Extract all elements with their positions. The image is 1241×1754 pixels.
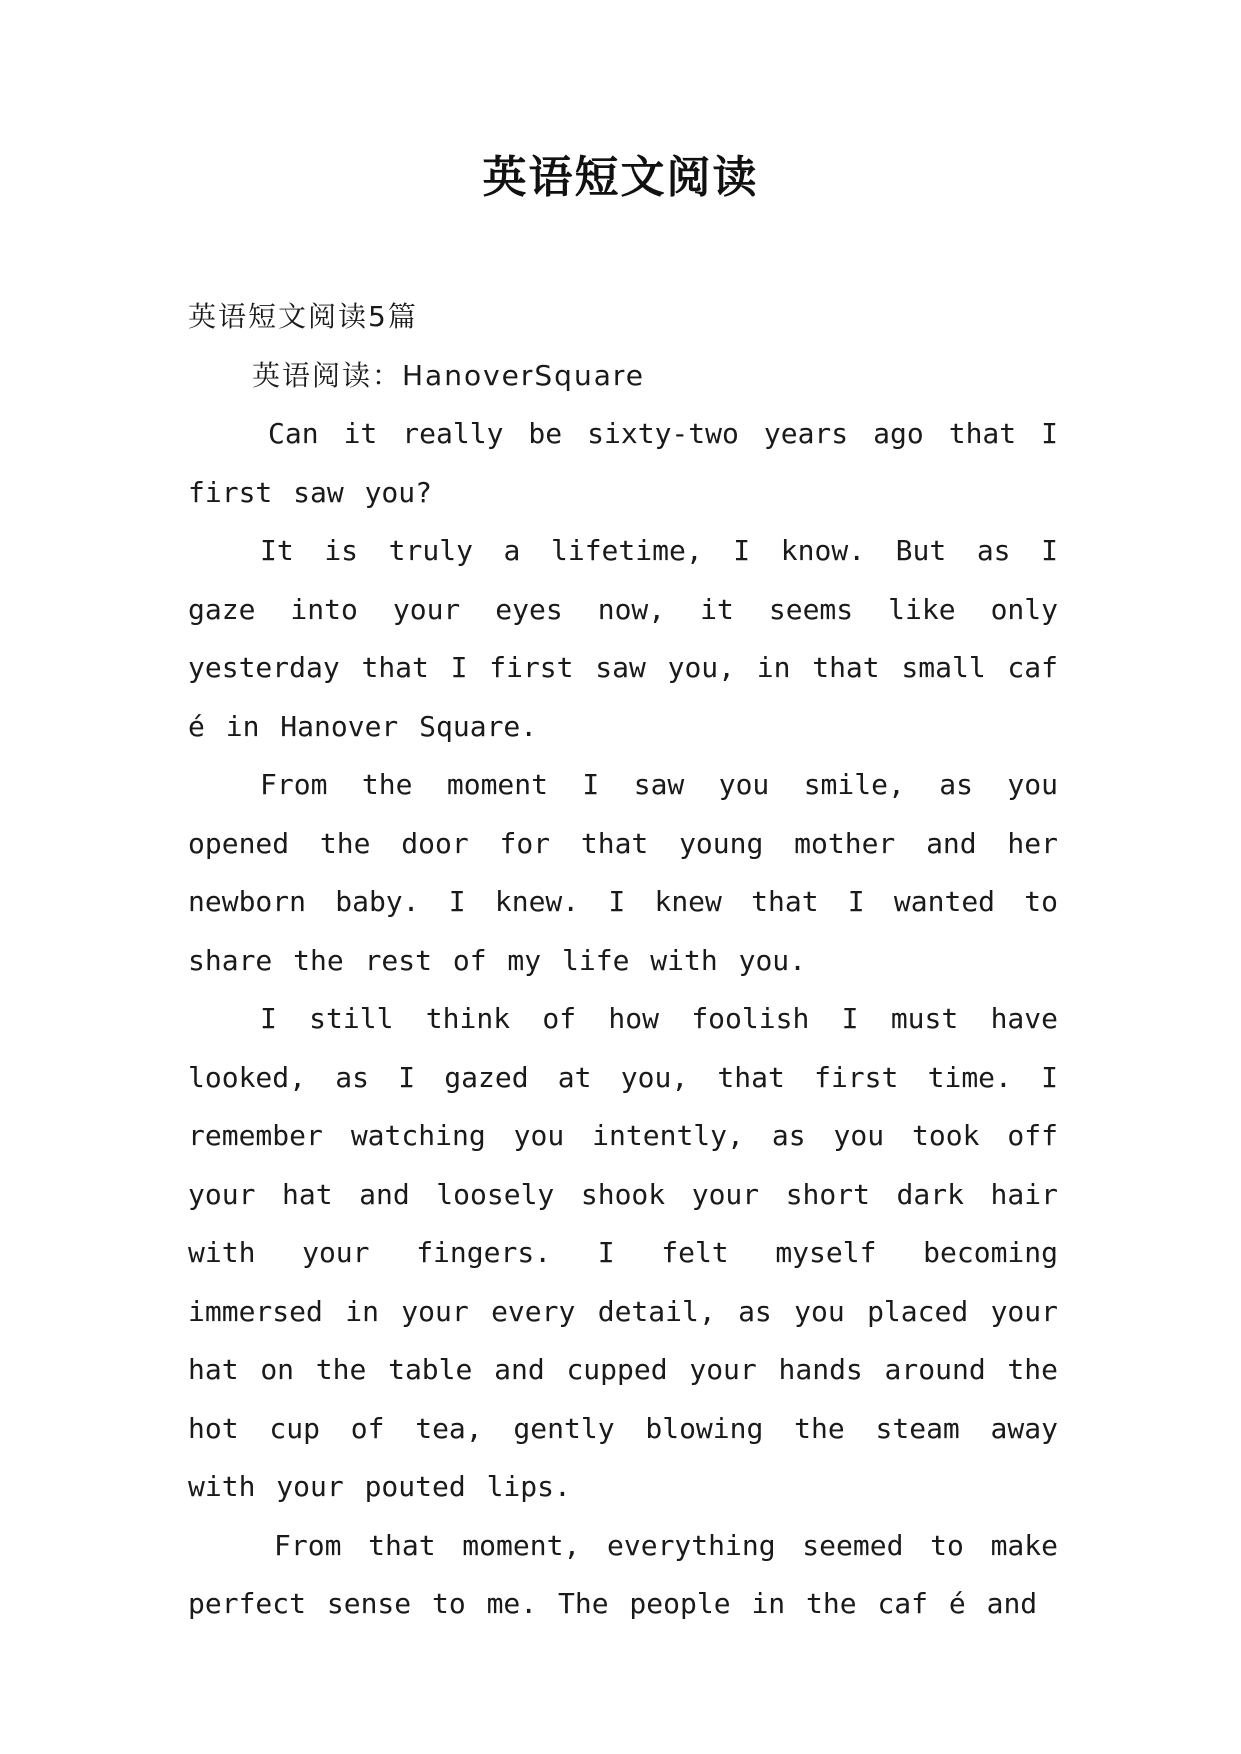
document-subtitle: 英语短文阅读5篇 xyxy=(188,300,418,333)
document-body xyxy=(188,288,1058,1634)
article-heading xyxy=(188,347,1058,406)
document-title: 英语短文阅读 xyxy=(482,152,759,203)
paragraph-3: From the moment I saw you smile, as you opened the door for that young mother and her newborn baby. I knew. I knew that I wanted to share the rest of my life with you. xyxy=(188,768,1058,977)
paragraph-2: It is truly a lifetime, I know. But as I gaze into your eyes now, it seems like only yesterday that I first saw you, in that small caf é in Hanover Square. xyxy=(188,534,1058,743)
paragraph-4: I still think of how foolish I must have looked, as I gazed at you, that first time. I remember watching you intently, as you took off your hat and loosely shook your short dark hair with your fingers. I felt myself becoming immersed in your every detail, as you placed your hat on the table and cupped your hands around the hot cup of tea, gently blowing the steam away with your pouted lips. xyxy=(188,1002,1058,1503)
article-heading-text: 英语阅读：HanoverSquare xyxy=(252,358,645,392)
paragraph-1: Can it really be sixty-two years ago that I first saw you? xyxy=(188,417,1058,509)
paragraph-5: From that moment, everything seemed to make perfect sense to me. The people in the caf é and xyxy=(188,1528,1058,1620)
